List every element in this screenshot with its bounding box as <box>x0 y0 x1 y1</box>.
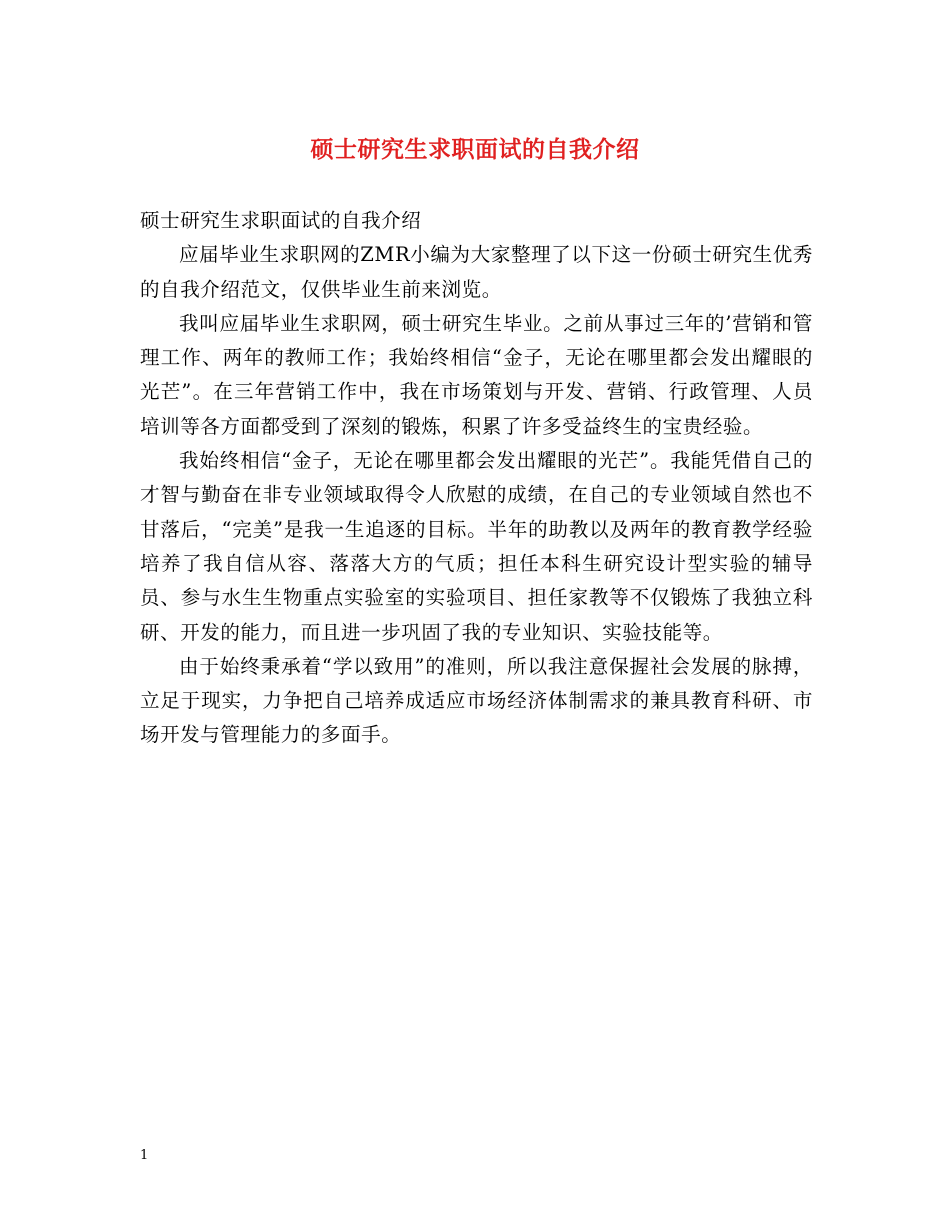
document-title: 硕士研究生求职面试的自我介绍 <box>310 136 640 163</box>
paragraph-intro: 应届毕业生求职网的ZMR小编为大家整理了以下这一份硕士研究生优秀的自我介绍范文，仅供毕业生前来浏览。 <box>140 243 813 301</box>
paragraph-abilities: 我始终相信“金子，无论在哪里都会发出耀眼的光芒”。我能凭借自己的才智与勤奋在非专业领域取得令人欣慰的成绩，在自己的专业领域自然也不甘落后，“完美”是我一生追逐的目标。半年的助教以及两年的教育教学经验培养了我自信从容、落落大方的气质；担任本科生研究设计型实验的辅导员、参与水生生物重点实验室的实验项目、担任家教等不仅锻炼了我独立科研、开发的能力，而且进一步巩固了我的专业知识、实验技能等。 <box>140 449 813 644</box>
page-number: 1 <box>140 1148 149 1163</box>
document-subtitle: 硕士研究生求职面试的自我介绍 <box>140 209 422 232</box>
paragraph-experience: 我叫应届毕业生求职网，硕士研究生毕业。之前从事过三年的’营销和管理工作、两年的教师工作；我始终相信“金子，无论在哪里都会发出耀眼的光芒”。在三年营销工作中，我在市场策划与开发、营销、行政管理、人员培训等各方面都受到了深刻的锻炼，积累了许多受益终生的宝贵经验。 <box>140 311 813 438</box>
paragraph-conclusion: 由于始终秉承着“学以致用”的准则，所以我注意保握社会发展的脉搏，立足于现实，力争把自己培养成适应市场经济体制需求的兼具教育科研、市场开发与管理能力的多面手。 <box>140 654 813 747</box>
document-body <box>140 204 813 753</box>
